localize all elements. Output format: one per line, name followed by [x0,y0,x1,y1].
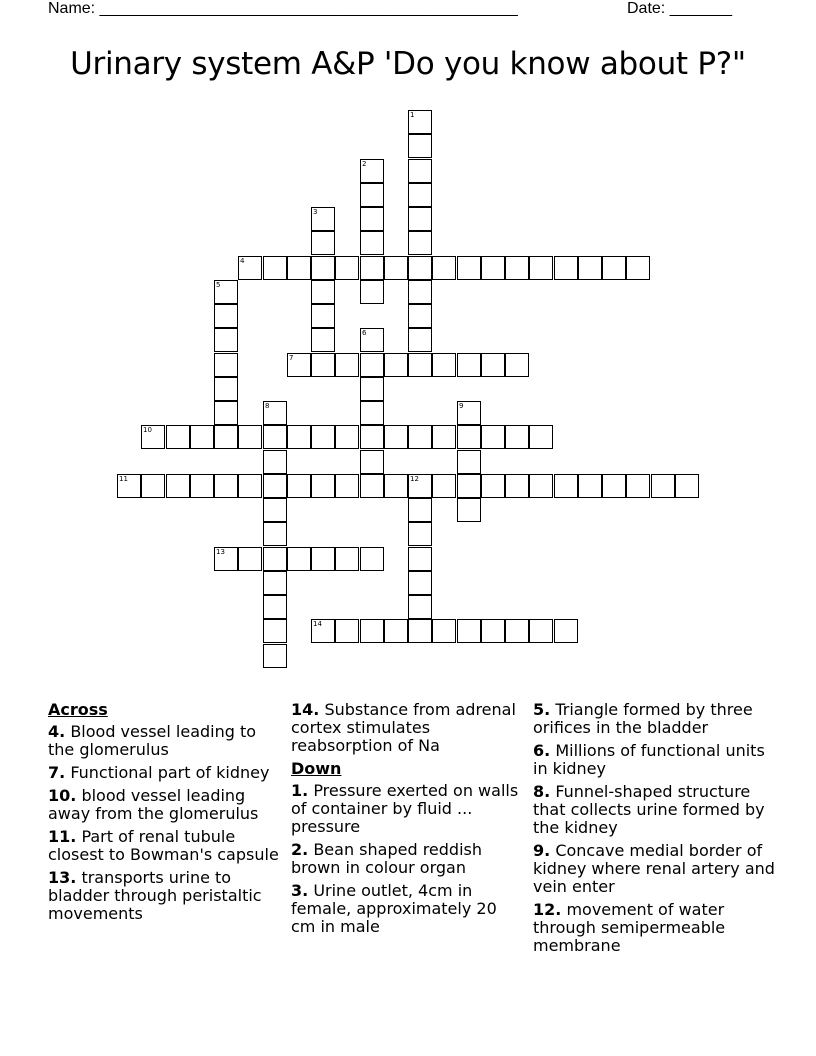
grid-cell[interactable] [626,474,650,498]
grid-cell[interactable] [481,353,505,377]
grid-cell[interactable] [651,474,675,498]
grid-cell[interactable] [335,353,359,377]
clue-number: 2. [291,840,309,859]
grid-cell[interactable] [432,353,456,377]
grid-cell[interactable] [505,425,529,449]
grid-cell-start-11[interactable] [117,474,141,498]
grid-cell[interactable] [408,231,432,255]
grid-cell[interactable] [408,207,432,231]
cell-number: 11 [119,475,128,483]
grid-cell[interactable] [214,353,238,377]
clue-across-4 [48,723,283,759]
grid-cell[interactable] [263,425,287,449]
grid-cell[interactable] [287,425,311,449]
clue-down-1 [291,782,526,836]
clue-number: 12. [533,900,562,919]
across-heading: Across [48,700,108,719]
grid-cell[interactable] [457,450,481,474]
down-heading: Down [291,759,342,778]
grid-cell-start-12[interactable] [408,474,432,498]
grid-cell[interactable] [578,256,602,280]
cell-number: 10 [143,426,152,434]
clue-down-3 [291,882,526,936]
cell-number: 13 [216,548,225,556]
clue-across-13 [48,869,283,923]
grid-cell-start-5[interactable] [214,280,238,304]
grid-cell[interactable] [408,353,432,377]
grid-cell-start-2[interactable] [360,159,384,183]
puzzle-title: Urinary system A&P 'Do you know about P?" [70,46,746,82]
clue-down-12 [533,901,778,955]
grid-cell[interactable] [263,522,287,546]
grid-cell[interactable] [505,256,529,280]
clue-down-6 [533,742,778,778]
grid-cell[interactable] [360,474,384,498]
grid-cell[interactable] [263,644,287,668]
grid-cell[interactable] [578,474,602,498]
clue-number: 4. [48,722,66,741]
grid-cell[interactable] [554,619,578,643]
clue-across-14 [291,701,526,755]
cell-number: 6 [362,329,367,337]
grid-cell[interactable] [432,256,456,280]
clue-text: Substance from adrenal cortex stimulates reabsorption of Na [291,700,516,755]
grid-cell[interactable] [214,304,238,328]
grid-cell[interactable] [432,619,456,643]
clue-text: Concave medial border of kidney where renal artery and vein enter [533,841,775,896]
clue-number: 11. [48,827,77,846]
grid-cell[interactable] [141,474,165,498]
grid-cell[interactable] [457,474,481,498]
cell-number: 3 [313,208,318,216]
grid-cell[interactable] [360,401,384,425]
grid-cell[interactable] [263,450,287,474]
grid-cell[interactable] [408,571,432,595]
grid-cell[interactable] [360,353,384,377]
clue-number: 9. [533,841,551,860]
grid-cell[interactable] [287,547,311,571]
name-field[interactable]: Name: _______________________________________________ [48,0,518,17]
grid-cell[interactable] [360,377,384,401]
grid-cell[interactable] [529,425,553,449]
grid-cell[interactable] [335,256,359,280]
grid-cell-start-9[interactable] [457,401,481,425]
grid-cell[interactable] [311,353,335,377]
grid-cell-start-1[interactable] [408,110,432,134]
grid-cell[interactable] [335,619,359,643]
grid-cell-start-13[interactable] [214,547,238,571]
grid-cell[interactable] [214,401,238,425]
grid-cell[interactable] [529,619,553,643]
clue-text: Functional part of kidney [70,763,270,782]
grid-cell[interactable] [602,474,626,498]
grid-cell[interactable] [263,595,287,619]
grid-cell[interactable] [505,619,529,643]
grid-cell[interactable] [384,619,408,643]
clue-text: Urine outlet, 4cm in female, approximately 20 cm in male [291,881,497,936]
clue-number: 10. [48,786,77,805]
grid-cell[interactable] [360,280,384,304]
grid-cell[interactable] [311,231,335,255]
grid-cell[interactable] [287,474,311,498]
grid-cell[interactable] [529,474,553,498]
grid-cell[interactable] [457,256,481,280]
grid-cell[interactable] [190,425,214,449]
grid-cell[interactable] [214,328,238,352]
grid-cell-start-6[interactable] [360,328,384,352]
grid-cell[interactable] [408,159,432,183]
grid-cell[interactable] [335,547,359,571]
clue-text: Triangle formed by three orifices in the bladder [533,700,753,737]
grid-cell[interactable] [360,547,384,571]
cell-number: 4 [240,257,245,265]
grid-cell[interactable] [360,256,384,280]
clues-column-2 [291,701,526,941]
grid-cell[interactable] [311,304,335,328]
grid-cell[interactable] [360,619,384,643]
grid-cell[interactable] [554,474,578,498]
grid-cell[interactable] [384,256,408,280]
clue-number: 8. [533,782,551,801]
clue-text: Millions of functional units in kidney [533,741,765,778]
grid-cell-start-7[interactable] [287,353,311,377]
grid-cell-start-8[interactable] [263,401,287,425]
clue-text: movement of water through semipermeable membrane [533,900,726,955]
clue-text: Bean shaped reddish brown in colour organ [291,840,482,877]
clue-down-2 [291,841,526,877]
grid-cell[interactable] [481,619,505,643]
clue-across-11 [48,828,283,864]
grid-cell[interactable] [602,256,626,280]
grid-cell[interactable] [408,425,432,449]
grid-cell[interactable] [335,425,359,449]
clue-down-5 [533,701,778,737]
grid-cell[interactable] [166,474,190,498]
grid-cell[interactable] [360,207,384,231]
grid-cell[interactable] [432,425,456,449]
clues-column-3 [533,701,778,960]
grid-cell[interactable] [481,425,505,449]
grid-cell[interactable] [408,256,432,280]
grid-cell[interactable] [384,353,408,377]
grid-cell[interactable] [311,256,335,280]
clue-across-7 [48,764,283,782]
clue-number: 13. [48,868,77,887]
clue-text: Blood vessel leading to the glomerulus [48,722,257,759]
grid-cell[interactable] [263,619,287,643]
grid-cell[interactable] [408,280,432,304]
clue-number: 1. [291,781,309,800]
cell-number: 1 [410,111,415,119]
grid-cell[interactable] [408,328,432,352]
grid-cell-start-10[interactable] [141,425,165,449]
clue-text: Pressure exerted on walls of container by fluid ... pressure [291,781,519,836]
clue-text: Part of renal tubule closest to Bowman's capsule [48,827,279,864]
grid-cell[interactable] [432,474,456,498]
grid-cell[interactable] [311,547,335,571]
grid-cell[interactable] [214,474,238,498]
grid-cell[interactable] [457,353,481,377]
grid-cell[interactable] [408,522,432,546]
cell-number: 2 [362,160,367,168]
clue-down-9 [533,842,778,896]
grid-cell[interactable] [190,474,214,498]
grid-cell[interactable] [505,353,529,377]
clue-text: blood vessel leading away from the glomerulus [48,786,259,823]
grid-cell[interactable] [263,256,287,280]
grid-cell[interactable] [263,498,287,522]
clue-number: 3. [291,881,309,900]
grid-cell[interactable] [360,183,384,207]
grid-cell[interactable] [408,134,432,158]
grid-cell[interactable] [675,474,699,498]
grid-cell[interactable] [263,547,287,571]
grid-cell[interactable] [311,328,335,352]
cell-number: 14 [313,620,322,628]
grid-cell[interactable] [457,498,481,522]
clue-number: 5. [533,700,551,719]
grid-cell-start-4[interactable] [238,256,262,280]
grid-cell[interactable] [529,256,553,280]
grid-cell[interactable] [505,474,529,498]
grid-cell[interactable] [384,474,408,498]
grid-cell[interactable] [214,377,238,401]
grid-cell[interactable] [238,425,262,449]
grid-cell[interactable] [335,474,359,498]
grid-cell[interactable] [360,425,384,449]
grid-cell[interactable] [214,425,238,449]
grid-cell[interactable] [457,619,481,643]
grid-cell[interactable] [360,231,384,255]
clue-number: 6. [533,741,551,760]
grid-cell[interactable] [311,474,335,498]
clue-down-8 [533,783,778,837]
clue-across-10 [48,787,283,823]
grid-cell-start-3[interactable] [311,207,335,231]
cell-number: 8 [265,402,270,410]
grid-cell-start-14[interactable] [311,619,335,643]
grid-cell[interactable] [408,619,432,643]
grid-cell[interactable] [311,425,335,449]
grid-cell[interactable] [481,256,505,280]
clue-number: 7. [48,763,66,782]
grid-cell[interactable] [238,474,262,498]
clue-text: Funnel-shaped structure that collects urine formed by the kidney [533,782,765,837]
cell-number: 9 [459,402,464,410]
grid-cell[interactable] [263,474,287,498]
grid-cell[interactable] [408,595,432,619]
grid-cell[interactable] [263,571,287,595]
grid-cell[interactable] [408,304,432,328]
clue-number: 14. [291,700,320,719]
grid-cell[interactable] [408,498,432,522]
grid-cell[interactable] [554,256,578,280]
grid-cell[interactable] [626,256,650,280]
clue-text: transports urine to bladder through peristaltic movements [48,868,262,923]
grid-cell[interactable] [457,425,481,449]
cell-number: 7 [289,354,294,362]
clues-column-1 [48,701,283,928]
grid-cell[interactable] [360,450,384,474]
grid-cell[interactable] [238,547,262,571]
grid-cell[interactable] [384,425,408,449]
grid-cell[interactable] [311,280,335,304]
grid-cell[interactable] [408,547,432,571]
grid-cell[interactable] [481,474,505,498]
grid-cell[interactable] [408,183,432,207]
grid-cell[interactable] [166,425,190,449]
grid-cell[interactable] [287,256,311,280]
cell-number: 12 [410,475,419,483]
date-field[interactable]: Date: _______ [627,0,732,17]
cell-number: 5 [216,281,221,289]
